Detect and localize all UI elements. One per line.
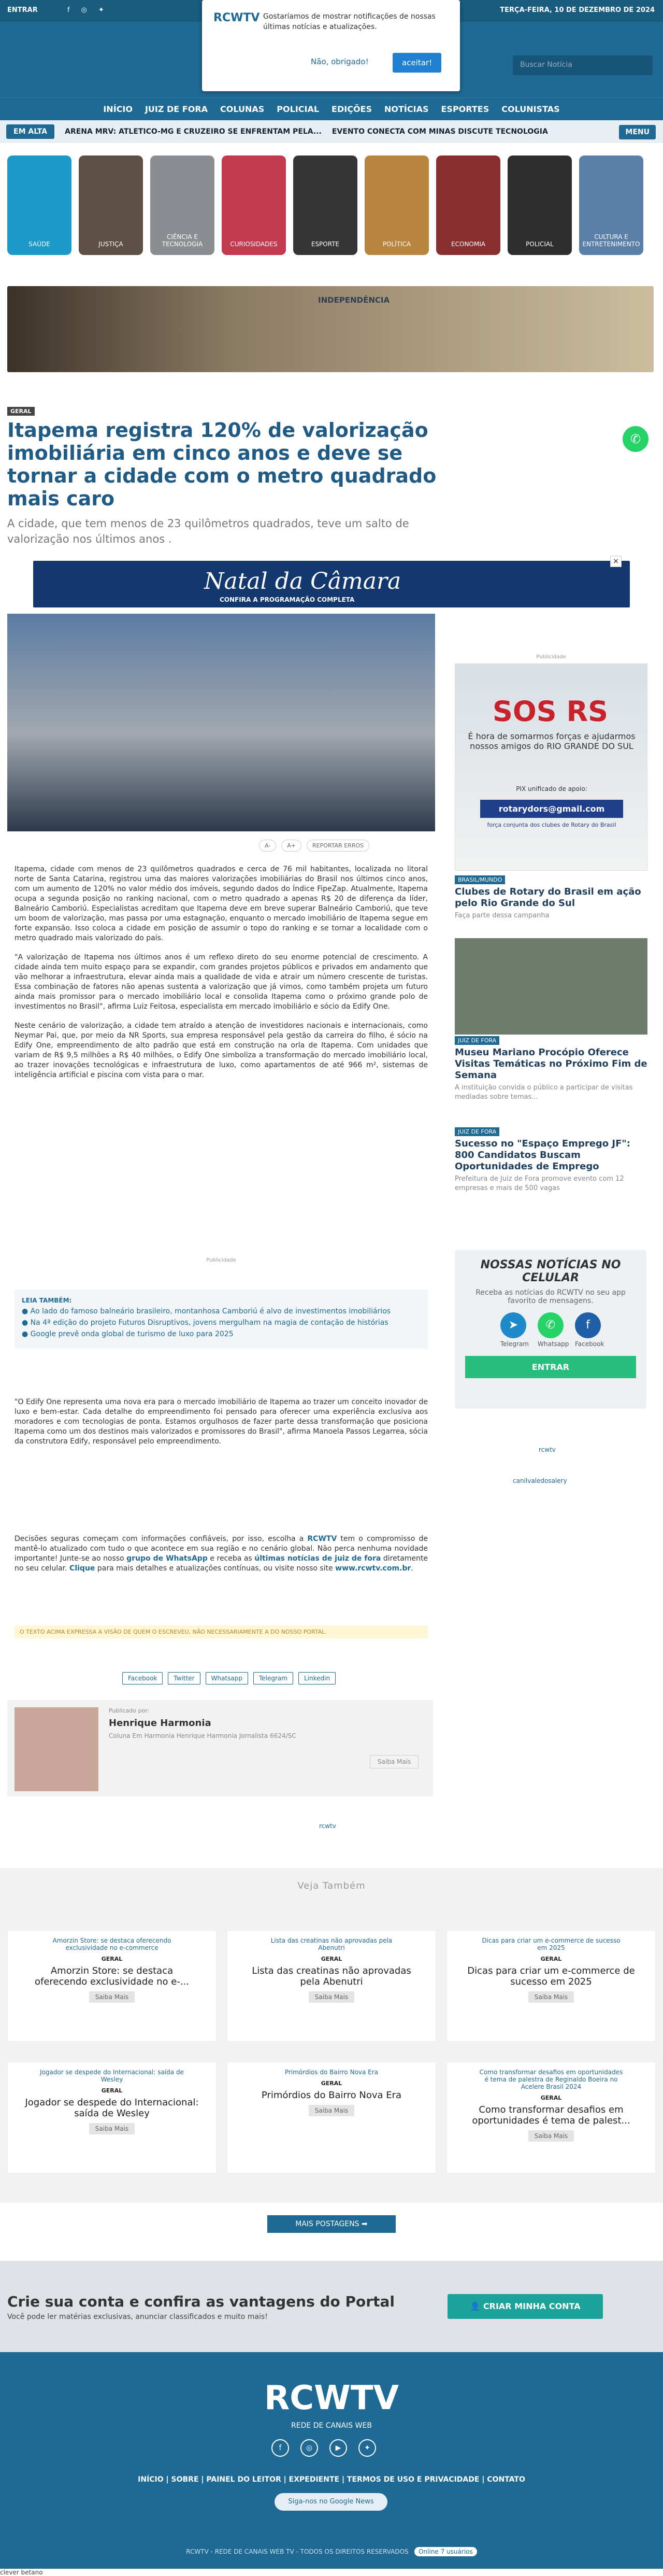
see-also-card[interactable]: Amorzin Store: se destaca oferecendo exclusividade no e-commerce GERAL Amorzin Store: se destaca oferecendo exclusividade no e-... Saiba Mais	[7, 1930, 217, 2042]
footer	[0, 2352, 663, 2569]
social-links	[67, 6, 104, 14]
story-item[interactable]	[7, 155, 71, 255]
google-news-button[interactable]: Siga-nos no Google News	[275, 2493, 387, 2511]
footer-links[interactable]: INÍCIO | SOBRE | PAINEL DO LEITOR | EXPEDIENTE | TERMOS DE USO E PRIVACIDADE | CONTATO	[138, 2475, 525, 2484]
main-nav	[0, 97, 663, 120]
see-also-section	[0, 1868, 663, 2203]
notif-logo: RCWTV	[213, 11, 260, 24]
nav-item[interactable]: COLUNAS	[220, 104, 265, 114]
story-item[interactable]	[222, 155, 286, 255]
story-label: CULTURA E ENTRETENIMENTO	[582, 233, 640, 248]
image-link[interactable]: rcwtv	[539, 1446, 556, 1453]
current-date: TERÇA-FEIRA, 10 DE DEZEMBRO DE 2024	[500, 6, 655, 14]
sticky-ad	[0, 556, 663, 614]
see-also-card[interactable]: Lista das creatinas não aprovadas pela Abenutri GERAL Lista das creatinas não aprovadas pela Abenutri Saiba Mais	[227, 1930, 436, 2042]
cta-sub: Você pode ler matérias exclusivas, anunciar classificados e muito mais!	[7, 2313, 268, 2321]
decline-button[interactable]: Não, obrigado!	[311, 57, 369, 66]
article-subtitle: A cidade, que tem menos de 23 quilômetros quadrados, teve um salto de valorização nos últimos anos .	[7, 517, 409, 545]
cta-title: Crie sua conta e confira as vantagens do Portal	[7, 2293, 395, 2310]
nav-item[interactable]: ESPORTES	[441, 104, 489, 114]
disclaimer: O TEXTO ACIMA EXPRESSA A VISÃO DE QUEM O ESCREVEU, NÃO NECESSARIAMENTE A DO NOSSO PORTAL.	[15, 1625, 428, 1638]
ad-banner[interactable]	[7, 286, 654, 372]
more-button[interactable]: Saiba Mais	[309, 2105, 354, 2116]
facebook-option[interactable]: f Facebook	[575, 1312, 601, 1348]
share-whatsapp-button[interactable]: Whatsapp	[206, 1672, 248, 1685]
online-badge: Online 7 usuários	[414, 2547, 477, 2556]
sos-force: força conjunta dos clubes de Rotary do Brasil	[487, 822, 616, 828]
story-label: POLÍTICA	[382, 240, 411, 248]
author-more-button[interactable]: Saiba Mais	[370, 1755, 419, 1768]
author-label: Publicado por:	[109, 1707, 150, 1714]
nav-item[interactable]: NOTÍCIAS	[384, 104, 429, 114]
see-also-title: Veja Também	[297, 1880, 366, 1891]
telegram-icon: ➤	[500, 1312, 526, 1338]
copyright: RCWTV - REDE DE CANAIS WEB TV - TODOS OS DIREITOS RESERVADOS Online 7 usuários	[0, 2548, 663, 2555]
paragraph: Itapema, cidade com menos de 23 quilômetros quadrados e cerca de 76 mil habitantes, localizada no litoral norte de Santa Catarina, registrou uma das maiores valorizações imobiliárias do Brasil nos últimos cinco anos, com um aumento de 120% no valor médio dos imóveis, segundo dados do Índice FipeZap. Atualmente, Itapema ocupa a segunda posição no ranking nacional, com o metro quadrado a apenas R$ 20 de diferença da líder, Balneário Camboriú. Especialistas acreditam que Itapema deve em breve superar Balneário Camboriú, que teve um boom de valorização, mas passa por uma estagnação, enquanto o mercado imobiliário de Itapema segue em forte expansão. Isso coloca a cidade em posição de assumir o topo do ranking e se tornar a localidade com o metro quadrado mais valorizado do país.	[15, 865, 428, 942]
font-increase-button[interactable]: A+	[281, 840, 301, 852]
mobile-news-text: Receba as notícias do RCWTV no seu app favorito de mensagens.	[475, 1289, 626, 1305]
instagram-icon[interactable]: ◎	[81, 6, 87, 14]
side-news-card[interactable]	[455, 938, 647, 1102]
side-ad-label: Publicidade	[536, 654, 566, 660]
notification-prompt	[202, 0, 460, 91]
side-news-card[interactable]	[455, 874, 647, 921]
share-facebook-button[interactable]: Facebook	[122, 1672, 163, 1685]
ad-title: Natal da Câmara	[204, 568, 401, 595]
read-also-link[interactable]: ● Na 4ª edição do projeto Futuros Disruptivos, jovens mergulham na magia de contação de histórias	[22, 1319, 388, 1327]
footer-note: clever betano	[0, 2569, 43, 2576]
footer-tagline: REDE DE CANAIS WEB	[291, 2422, 372, 2430]
see-also-card[interactable]: Dicas para criar um e-commerce de sucesso em 2025 GERAL Dicas para criar um e-commerce de sucesso em 2025 Saiba Mais	[446, 1930, 656, 2042]
mobile-news-title: NOSSAS NOTÍCIAS NO CELULAR	[480, 1258, 621, 1284]
story-label: POLICIAL	[526, 240, 554, 248]
story-item[interactable]	[293, 155, 357, 255]
paragraph: "A valorização de Itapema nos últimos anos é um reflexo direto do seu enorme potencial de crescimento. A cidade ainda tem muito espaço para se expandir, com grandes projetos públicos e privados em andamento que vão melhorar a infraestrutura, elevar ainda mais a qualidade de vida e atrair um número crescente de turistas. Essa combinação de fatores não apenas sustenta a valorização que já vimos, como também projeta um futuro ainda mais promissor para o mercado imobiliário local e consolida Itapema como o próximo grande polo de investimentos no Brasil", afirma Luiz Feitosa, especialista em mercado imobiliário e sócio da Edify One.	[15, 953, 428, 1011]
facebook-icon[interactable]: f	[67, 6, 70, 14]
facebook-icon: f	[575, 1312, 601, 1338]
ticker-item[interactable]: EVENTO CONECTA COM MINAS DISCUTE TECNOLOGIA	[332, 128, 548, 136]
twitter-icon[interactable]: ✦	[358, 2439, 376, 2457]
image-link[interactable]: rcwtv	[319, 1822, 336, 1830]
side-card-category: JUIZ DE FORA	[455, 1127, 499, 1136]
ad-subtitle: CONFIRA A PROGRAMAÇÃO COMPLETA	[220, 596, 355, 603]
story-item[interactable]	[79, 155, 143, 255]
instagram-icon[interactable]: ◎	[300, 2439, 318, 2457]
story-label: JUSTIÇA	[98, 240, 123, 248]
story-item[interactable]	[579, 155, 643, 255]
side-card-image	[455, 938, 647, 1035]
whatsapp-icon: ✆	[538, 1312, 564, 1338]
font-decrease-button[interactable]: A-	[259, 840, 276, 852]
see-also-card[interactable]: Primórdios do Bairro Nova Era GERAL Primórdios do Bairro Nova Era Saiba Mais	[227, 2062, 436, 2173]
cta-paragraph: Decisões seguras começam com informações confiáveis, por isso, escolha a RCWTV tem o compromisso de mantê-lo atualizado com tudo o que acontece em sua região e no cenário global. Não perca nenhuma novidade importante! Junte-se ao nosso grupo de WhatsApp e receba as últimas notícias de juiz de fora diretamente no seu celular. Clique para mais detalhes e atualizações contínuas, ou visite nosso site www.rcwtv.com.br.	[15, 1535, 428, 1573]
ticker-item[interactable]: ARENA MRV: ATLETICO-MG E CRUZEIRO SE ENFRENTAM PELA...	[65, 128, 322, 136]
article-body	[15, 865, 428, 1089]
nav-item[interactable]: EDIÇÕES	[332, 104, 372, 114]
login-link[interactable]: ENTRAR	[7, 6, 38, 14]
search-input[interactable]: Buscar Notícia	[513, 55, 653, 75]
whatsapp-group-link[interactable]: grupo de WhatsApp	[126, 1554, 208, 1563]
nav-item[interactable]: COLUNISTAS	[501, 104, 560, 114]
more-button[interactable]: Saiba Mais	[528, 1991, 574, 2003]
read-also-link[interactable]: ● Google prevê onda global de turismo de luxo para 2025	[22, 1330, 234, 1338]
story-label: CURIOSIDADES	[230, 240, 278, 248]
side-card-category: JUIZ DE FORA	[455, 1036, 499, 1045]
create-account-button[interactable]: 👤 CRIAR MINHA CONTA	[448, 2294, 603, 2319]
share-buttons	[122, 1672, 336, 1685]
author-box	[7, 1700, 433, 1796]
sos-title: SOS RS	[493, 695, 608, 728]
read-also	[15, 1290, 428, 1349]
pix-label: PIX unificado de apoio:	[516, 785, 587, 792]
menu-button[interactable]: MENU	[619, 125, 656, 139]
trending-label: EM ALTA	[6, 124, 54, 139]
notif-message: Gostaríamos de mostrar notificações de nossas últimas notícias e atualizações.	[263, 12, 436, 31]
story-label: ESPORTE	[311, 240, 340, 248]
see-also-card[interactable]: Jogador se despede do Internacional: saída de Wesley GERAL Jogador se despede do Internacional: saída de Wesley Saiba Mais	[7, 2062, 217, 2173]
twitter-icon[interactable]: ✦	[98, 6, 104, 14]
nav-item[interactable]: POLICIAL	[277, 104, 320, 114]
footer-logo[interactable]: RCWTV	[264, 2379, 399, 2417]
stories-row	[7, 155, 663, 255]
side-card-sub: Prefeitura de Juiz de Fora promove evento com 12 empresas e mais de 500 vagas	[455, 1175, 624, 1192]
side-card-title: Clubes de Rotary do Brasil em ação pelo Rio Grande do Sul	[455, 886, 641, 909]
share-twitter-button[interactable]: Twitter	[168, 1672, 200, 1685]
whatsapp-float-icon[interactable]: ✆	[623, 426, 648, 452]
see-also-card[interactable]: Como transformar desafios em oportunidades é tema de palestra de Reginaldo Boeira no Acelere Brasil 2024 GERAL Como transformar desafios em oportunidades é tema de palest... Saiba Mais	[446, 2062, 656, 2173]
story-item[interactable]	[508, 155, 572, 255]
mobile-news-box	[455, 1250, 646, 1409]
more-posts-button[interactable]: MAIS POSTAGENS ➡	[267, 2215, 396, 2233]
story-label: CIÊNCIA E TECNOLOGIA	[162, 233, 203, 248]
latest-news-link[interactable]: últimas notícias de juiz de fora	[254, 1554, 381, 1563]
author-avatar	[15, 1707, 98, 1791]
side-card-sub: A instituição convida o público a participar de visitas mediadas sobre temas...	[455, 1084, 633, 1101]
read-also-title: LEIA TAMBÉM:	[22, 1297, 72, 1304]
sos-ad[interactable]	[455, 663, 647, 871]
rcwtv-link[interactable]: RCWTV	[307, 1535, 337, 1543]
telegram-option[interactable]: ➤ Telegram	[500, 1312, 526, 1348]
facebook-icon[interactable]: f	[271, 2439, 289, 2457]
signup-cta	[0, 2261, 663, 2352]
side-card-category: BRASIL/MUNDO	[455, 875, 505, 884]
paragraph: "O Edify One representa uma nova era para o mercado imobiliário de Itapema ao trazer um conceito inovador de luxo e bem-estar. Cada detalhe do empreendimento foi pensado para oferecer uma experiência exclusiva aos moradores e com tecnologias de ponta. Estamos orgulhosos de fazer parte dessa transformação que posiciona Itapema como um dos destinos mais valorizados e promissores do Brasil", afirma Manoela Passos Legarrea, sócia da construtora Edify, responsável pelo empreendimento.	[15, 1398, 428, 1446]
whatsapp-option[interactable]: ✆ Whatsapp	[538, 1312, 564, 1348]
side-card-title: Sucesso no "Espaço Emprego JF": 800 Candidatos Buscam Oportunidades de Emprego	[455, 1138, 630, 1172]
ad-banner-text: INDEPENDÊNCIA	[318, 295, 390, 305]
trending-ticker	[0, 120, 663, 143]
close-icon[interactable]: ×	[610, 556, 622, 567]
story-item[interactable]	[150, 155, 214, 255]
side-card-title: Museu Mariano Procópio Oferece Visitas Temáticas no Próximo Fim de Semana	[455, 1047, 647, 1081]
sos-email: rotarydors@gmail.com	[480, 800, 623, 818]
image-link[interactable]: canilvaledosalery	[513, 1477, 567, 1484]
more-button[interactable]: Saiba Mais	[528, 2130, 574, 2142]
share-telegram-button[interactable]: Telegram	[253, 1672, 293, 1685]
footer-social	[271, 2439, 376, 2457]
author-name[interactable]: Henrique Harmonia	[109, 1718, 211, 1729]
youtube-icon[interactable]: ▶	[329, 2439, 347, 2457]
side-news-card[interactable]	[455, 1126, 647, 1193]
more-button[interactable]: Saiba Mais	[89, 1991, 135, 2003]
paragraph: Neste cenário de valorização, a cidade tem atraído a atenção de investidores nacionais e internacionais, como Neymar Pai, que, por meio da NR Sports, sua empresa responsável pela gestão da carreira do filho, é sócio na Edify One, empreendimento de alto padrão que está em construção na orla de Itapema. Com unidades que variam de R$ 9,5 milhões a R$ 40 milhões, o Edify One simboliza a transformação do mercado imobiliário local, ao trazer inovações tecnológicas e infraestrutura de luxo, como apartamentos de até 966 m², sistemas de inteligência artificial e piscina com vista para o mar.	[15, 1022, 428, 1079]
ad-natal[interactable]	[33, 561, 630, 607]
sos-text: É hora de somarmos forças e ajudarmos nossos amigos do RIO GRANDE DO SUL	[468, 731, 636, 751]
share-linkedin-button[interactable]: Linkedin	[298, 1672, 336, 1685]
story-item[interactable]	[436, 155, 500, 255]
author-desc: Coluna Em Harmonia Henrique Harmonia Jornalista 6624/SC	[109, 1732, 296, 1739]
story-label: ECONOMIA	[451, 240, 485, 248]
click-link[interactable]: Clique	[69, 1564, 95, 1573]
more-button[interactable]: Saiba Mais	[309, 1991, 354, 2003]
category-tag[interactable]: GERAL	[7, 407, 35, 416]
story-item[interactable]	[365, 155, 429, 255]
nav-item[interactable]: JUIZ DE FORA	[145, 104, 208, 114]
hero-image	[7, 614, 435, 831]
report-error-button[interactable]: REPORTAR ERROS	[307, 840, 369, 852]
ad-label: Publicidade	[206, 1257, 236, 1263]
side-card-sub: Faça parte dessa campanha	[455, 912, 550, 919]
accept-button[interactable]: aceitar!	[393, 53, 441, 73]
read-also-link[interactable]: ● Ao lado do famoso balneário brasileiro, montanhosa Camboriú é alvo de investimentos imobiliários	[22, 1307, 391, 1315]
story-label: SAÚDE	[28, 240, 50, 248]
text-tools	[259, 840, 369, 852]
nav-item[interactable]: INÍCIO	[103, 104, 133, 114]
article-title: Itapema registra 120% de valorização imobiliária em cinco anos e deve se tornar a cidade com o metro quadrado mais caro	[7, 419, 437, 510]
enter-button[interactable]: ENTRAR	[465, 1356, 636, 1378]
more-button[interactable]: Saiba Mais	[89, 2123, 135, 2134]
site-link[interactable]: www.rcwtv.com.br	[335, 1564, 411, 1573]
